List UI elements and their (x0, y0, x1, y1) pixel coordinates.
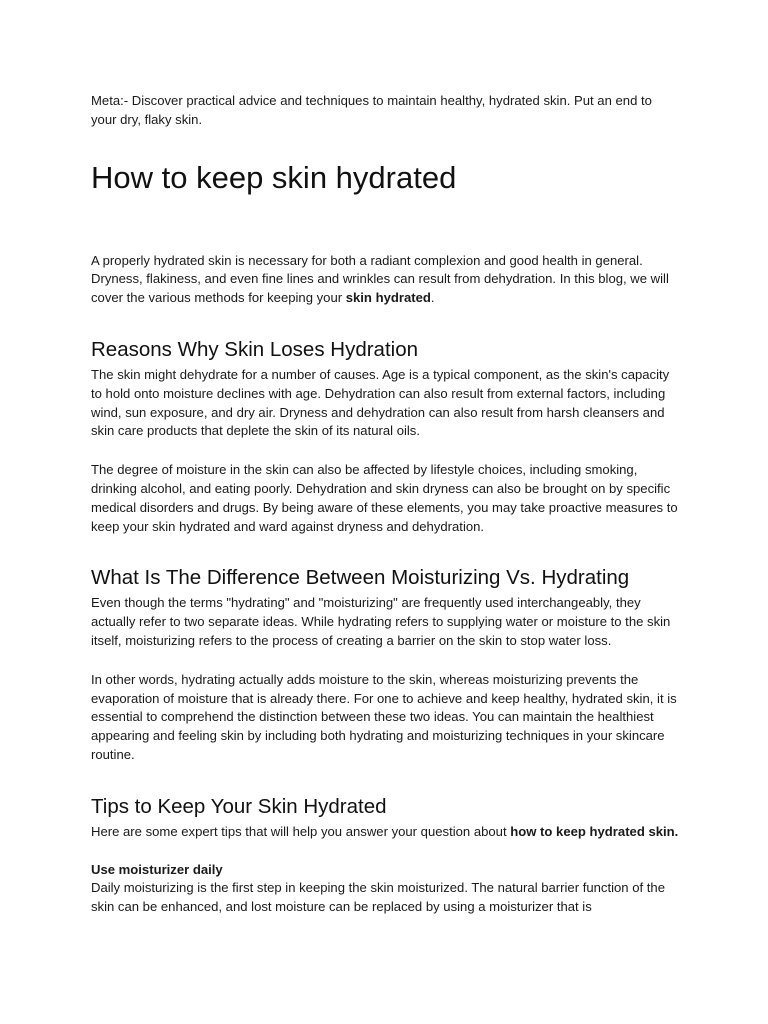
section-heading-difference: What Is The Difference Between Moisturizing Vs. Hydrating (91, 566, 630, 590)
difference-paragraph-1: Even though the terms "hydrating" and "moisturizing" are frequently used interchangeably, they actually refer to two separate ideas. While hydrating refers to supplying water or moisture to the skin itself, moisturizing refers to the process of creating a barrier on the skin to stop water loss. (91, 595, 671, 648)
intro-end: . (430, 290, 435, 306)
tips-intro-bold: how to keep hydrated skin. (510, 823, 679, 839)
moisturizer-paragraph: Daily moisturizing is the first step in keeping the skin moisturized. The natural barrier function of the skin can be enhanced, and lost moisture can be replaced by using a moisturizer that is (91, 880, 665, 915)
intro-text: A properly hydrated skin is necessary for both a radiant complexion and good health in general. Dryness, flakiness, and even fine lines and wrinkles can result from dehydration. In this blog, we will cover the various methods for keeping your (91, 252, 669, 306)
reasons-paragraph-1: The skin might dehydrate for a number of causes. Age is a typical component, as the skin's capacity to hold onto moisture declines with age. Dehydration can also result from external factors, including wind, sun exposure, and dry air. Dryness and dehydration can also result from harsh cleansers and skin care products that deplete the skin of its natural oils. (91, 366, 670, 439)
page-title: How to keep skin hydrated (91, 159, 457, 195)
intro-bold-text: skin hydrated (345, 290, 431, 306)
difference-paragraph-2: In other words, hydrating actually adds moisture to the skin, whereas moisturizing prevents the evaporation of moisture that is already there. For one to achieve and keep healthy, hydrated skin, it is essential to comprehend the distinction between these two ideas. You can maintain the healthiest appearing and feeling skin by including both hydrating and moisturizing techniques in your skincare routine. (91, 671, 677, 762)
subheading-use-moisturizer: Use moisturizer daily (91, 861, 223, 877)
meta-description: Meta:- Discover practical advice and techniques to maintain healthy, hydrated skin. Put an end to your dry, flaky skin. (91, 93, 652, 127)
document-body (91, 92, 681, 917)
intro-paragraph (91, 252, 681, 308)
reasons-paragraph-2: The degree of moisture in the skin can also be affected by lifestyle choices, including smoking, drinking alcohol, and eating poorly. Dehydration and skin dryness can also be brought on by specific medical disorders and drugs. By being aware of these elements, you may take proactive measures to keep your skin hydrated and ward against dryness and dehydration. (91, 462, 678, 534)
tips-intro-text: Here are some expert tips that will help you answer your question about (91, 823, 511, 839)
section-heading-tips: Tips to Keep Your Skin Hydrated (91, 794, 387, 818)
tips-intro-paragraph (91, 823, 681, 842)
section-heading-reasons: Reasons Why Skin Loses Hydration (91, 337, 419, 361)
